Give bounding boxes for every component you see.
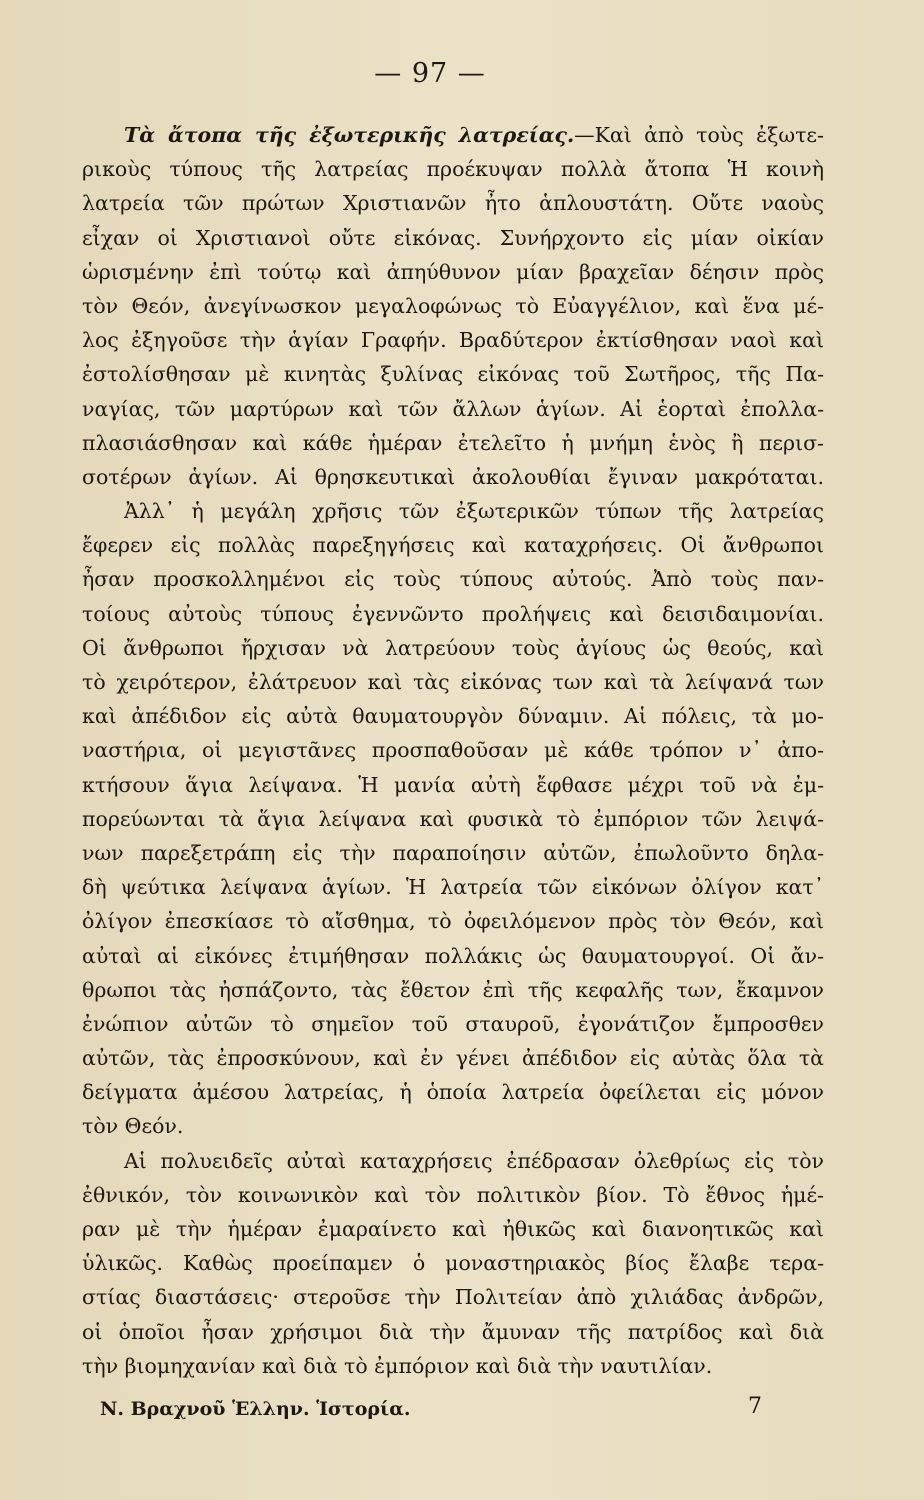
text-line: πλασιάσθησαν καὶ κάθε ἡμέραν ἐτελεῖτο ἡ μνήμη ἑνὸς ἢ περισ- <box>82 430 824 455</box>
text-line: λατρεία τῶν πρώτων Χριστιανῶν ἦτο ἁπλουστάτη. Οὔτε ναοὺς <box>82 191 824 216</box>
text-line: ἔφερεν εἰς πολλὰς παρεξηγήσεις καὶ καταχρήσεις. Οἱ ἄνθρωποι <box>82 533 824 558</box>
text-line: τὸν Θεόν. <box>82 1114 184 1139</box>
text-line: τὸν Θεόν, ἀνεγίνωσκον μεγαλοφώνως τὸ Εὐαγγέλιον, καὶ ἕνα μέ- <box>82 293 824 318</box>
page-number: — 97 — <box>374 58 486 89</box>
text-line: αὐτῶν, τὰς ἐπροσκύνουν, καὶ ἐν γένει ἀπέδιδον εἰς αὐτὰς ὅλα τὰ <box>82 1046 824 1071</box>
section-heading: Τὰ ἄτοπα τῆς ἐξωτερικῆς λατρείας. <box>124 123 575 147</box>
footer-source: Ν. Βραχνοῦ Ἑλλην. Ἱστορία. <box>100 1398 411 1420</box>
page-footer <box>100 1394 780 1420</box>
text-line: ραν μὲ τὴν ἡμέραν ἐμαραίνετο καὶ ἠθικῶς καὶ διανοητικῶς καὶ <box>82 1217 824 1241</box>
text-line: ὑλικῶς. Καθὼς προείπαμεν ὁ μοναστηριακὸς βίος ἔλαβε τερα- <box>82 1251 824 1276</box>
text-line: θρωποι τὰς ἠσπάζοντο, τὰς ἔθετον ἐπὶ τῆς κεφαλῆς των, ἔκαμνον <box>82 977 824 1002</box>
text-line: σοτέρων ἁγίων. Αἱ θρησκευτικαὶ ἀκολουθίαι ἔγιναν μακρόταται. <box>82 464 824 489</box>
text-line: αὐταὶ αἱ εἰκόνες ἐτιμήθησαν πολλάκις ὡς θαυματουργοί. Οἱ ἄν- <box>82 943 824 968</box>
signature-mark: 7 <box>748 1394 762 1419</box>
text-line: Ἀλλ᾽ ἡ μεγάλη χρῆσις τῶν ἐξωτερικῶν τύπων τῆς λατρείας <box>124 499 824 524</box>
body-text <box>82 118 824 1383</box>
text-line: ἐστολίσθησαν μὲ κινητὰς ξυλίνας εἰκόνας τοῦ Σωτῆρος, τῆς Πα- <box>82 362 824 387</box>
text-line: Οἱ ἄνθρωποι ἤρχισαν νὰ λατρεύουν τοὺς ἁγίους ὡς θεούς, καὶ <box>82 635 824 660</box>
text-line: εἶχαν οἱ Χριστιανοὶ οὔτε εἰκόνας. Συνήρχοντο εἰς μίαν οἰκίαν <box>82 225 824 250</box>
text-line: καὶ ἀπέδιδον εἰς αὐτὰ θαυματουργὸν δύναμιν. Αἱ πόλεις, τὰ μο- <box>82 704 824 729</box>
text-line: στίας διαστάσεις· στεροῦσε τὴν Πολιτείαν ἀπὸ χιλιάδας ἀνδρῶν, <box>82 1285 824 1310</box>
text-line: δὴ ψεύτικα λείψανα ἁγίων. Ἡ λατρεία τῶν εἰκόνων ὀλίγον κατ᾽ <box>82 875 824 900</box>
text-line: Τὰ ἄτοπα τῆς ἐξωτερικῆς λατρείας.—Καὶ ἀπὸ τοὺς ἐξωτε- <box>124 123 824 147</box>
text-line: πορεύωνται τὰ ἅγια λείψανα καὶ φυσικὰ τὸ ἐμπόριον τῶν λειψά- <box>82 806 824 831</box>
text-line: ὀλίγον ἐπεσκίασε τὸ αἴσθημα, τὸ ὀφειλόμενον πρὸς τὸν Θεόν, καὶ <box>82 909 824 934</box>
text-line: τὴν βιομηχανίαν καὶ διὰ τὸ ἐμπόριον καὶ διὰ τὴν ναυτιλίαν. <box>82 1353 713 1378</box>
text-line: ναγίας, τῶν μαρτύρων καὶ τῶν ἄλλων ἁγίων. Αἱ ἑορταὶ ἐπολλα- <box>82 396 824 421</box>
text-line: κτήσουν ἅγια λείψανα. Ἡ μανία αὐτὴ ἔφθασε μέχρι τοῦ νὰ ἐμ- <box>82 772 824 797</box>
text-line: οἱ ὁποῖοι ἦσαν χρήσιμοι διὰ τὴν ἄμυναν τῆς πατρίδος καὶ διὰ <box>82 1319 824 1344</box>
text-line: λος ἐξηγοῦσε τὴν ἁγίαν Γραφήν. Βραδύτερον ἐκτίσθησαν ναοὶ καὶ <box>82 328 824 353</box>
text-line: ὡρισμένην ἐπὶ τούτῳ καὶ ἀπηύθυνον μίαν βραχεῖαν δέησιν πρὸς <box>82 259 824 284</box>
text-line: ἦσαν προσκολλημένοι εἰς τοὺς τύπους αὐτούς. Ἀπὸ τοὺς παν- <box>82 567 824 592</box>
text-line: ἐθνικόν, τὸν κοινωνικὸν καὶ τὸν πολιτικὸν βίον. Τὸ ἔθνος ἡμέ- <box>82 1182 824 1207</box>
text-line: δείγματα ἀμέσου λατρείας, ἡ ὁποία λατρεία ὀφείλεται εἰς μόνον <box>82 1080 824 1105</box>
text-line: ἐνώπιον αὐτῶν τὸ σημεῖον τοῦ σταυροῦ, ἐγονάτιζον ἔμπροσθεν <box>82 1011 824 1036</box>
text-line: νων παρεξετράπη εἰς τὴν παραποίησιν αὐτῶν, ἐπωλοῦντο δηλα- <box>82 840 824 865</box>
text-line: τοίους αὐτοὺς τύπους ἐγεννῶντο προλήψεις καὶ δεισιδαιμονίαι. <box>82 601 824 626</box>
text-line: ρικοὺς τύπους τῆς λατρείας προέκυψαν πολλὰ ἄτοπα Ἡ κοινὴ <box>82 157 824 182</box>
text-line: Αἱ πολυειδεῖς αὐταὶ καταχρήσεις ἐπέδρασαν ὀλεθρίως εἰς τὸν <box>124 1148 824 1173</box>
text-line: ναστήρια, οἱ μεγιστᾶνες προσπαθοῦσαν μὲ κάθε τρόπον ν᾽ ἀπο- <box>82 738 824 763</box>
text-line: τὸ χειρότερον, ἐλάτρευον καὶ τὰς εἰκόνας των καὶ τὰ λείψανά των <box>82 670 824 694</box>
